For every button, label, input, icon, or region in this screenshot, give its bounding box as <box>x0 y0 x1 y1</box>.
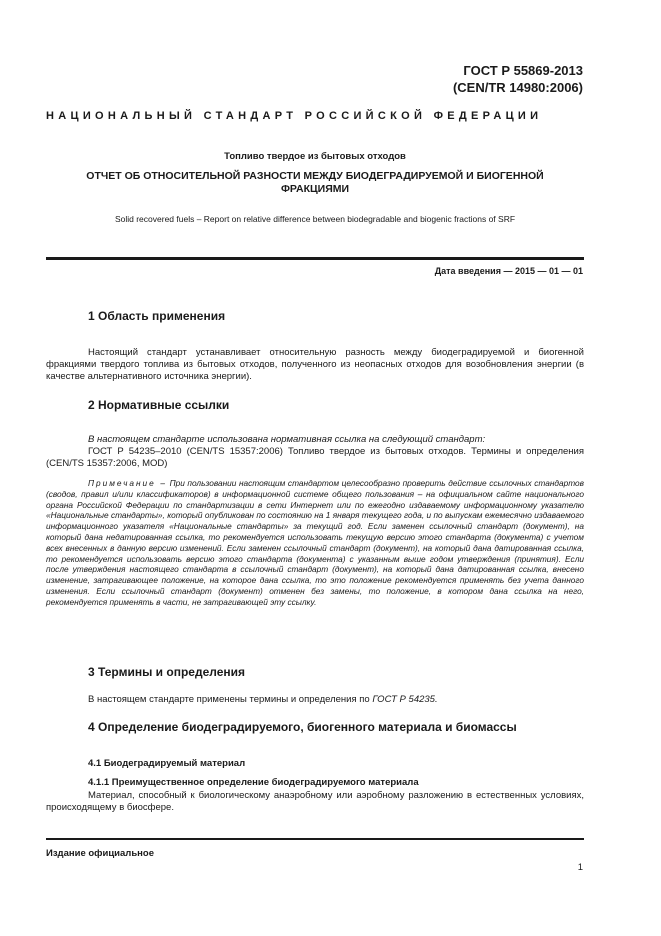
document-title-english: Solid recovered fuels – Report on relative difference between biodegradable and biogenic fractions of SRF <box>114 214 516 224</box>
note-lead: Примечание – <box>88 478 167 488</box>
standard-equivalent: (CEN/TR 14980:2006) <box>452 80 583 95</box>
section-3-text <box>46 694 584 706</box>
note-text: При пользовании настоящим стандартом целесообразно проверить действие ссылочных стандартов (сводов, правил и/или классификаторов) в информационной системе общего пользования – на официальном сайте национального органа Российской Федерации по стандартизации в сети Интернет или по ежегодно издаваемому информационному указателю «Национальные стандарты», который опубликован по состоянию на 1 января текущего года, и по выпускам ежемесячно издаваемого информационного указателя «Национальные стандарты» за текущий год. Если заменен ссылочный стандарт (документ), на который дана недатированная ссылка, то рекомендуется использовать текущую версию этого стандарта (документа) с учетом всех внесенных в данную версию изменений. Если заменен ссылочный стандарт (документ), на который дана датированная ссылка, то рекомендуется использовать версию этого стандарта (документа) с указанным выше годом утверждения (принятия). Если после утверждения настоящего стандарта в ссылочный стандарт (документ), на который дана датированная ссылка, внесено изменение, затрагивающее положение, на которое дана ссылка, то это положение рекомендуется применять без учета данного изменения. Если ссылочный стандарт (документ) отменен без замены, то положение, в котором дана ссылка на него, рекомендуется применять в части, не затрагивающей эту ссылку. <box>46 478 584 607</box>
document-title: ОТЧЕТ ОБ ОТНОСИТЕЛЬНОЙ РАЗНОСТИ МЕЖДУ БИОДЕГРАДИРУЕМОЙ И БИОГЕННОЙ ФРАКЦИЯМИ <box>86 170 544 195</box>
section-4-1-1-heading: 4.1.1 Преимущественное определение биодеградируемого материала <box>88 777 419 788</box>
section-4-1-heading: 4.1 Биодеградируемый материал <box>88 758 246 769</box>
section-2-heading: 2 Нормативные ссылки <box>88 398 230 412</box>
section-1-text: Настоящий стандарт устанавливает относительную разность между биодеградируемой и биогенной фракциями твердого топлива из бытовых отходов, полученного из неопасных отходов для возобновления энергии (в качестве альтернативного источника энергии). <box>46 347 584 382</box>
section-4-heading: 4 Определение биодеградируемого, биогенного материала и биомассы <box>88 720 517 734</box>
national-standard-banner: НАЦИОНАЛЬНЫЙ СТАНДАРТ РОССИЙСКОЙ ФЕДЕРАЦИИ <box>46 110 543 122</box>
document-code <box>453 62 583 96</box>
section-3-reference: ГОСТ Р 54235. <box>372 694 438 705</box>
section-2-note <box>46 478 584 608</box>
standard-number: ГОСТ Р 55869-2013 <box>463 63 583 78</box>
section-1-heading: 1 Область применения <box>88 309 226 323</box>
section-4-1-1-text: Материал, способный к биологическому анаэробному или аэробному разложению в естественных условиях, происходящему в биосфере. <box>46 790 584 813</box>
section-3-heading: 3 Термины и определения <box>88 665 246 679</box>
introduction-date: Дата введения — 2015 — 01 — 01 <box>434 266 583 276</box>
official-edition-label: Издание официальное <box>46 848 154 859</box>
header-divider <box>46 257 584 260</box>
section-2-reference: ГОСТ Р 54235–2010 (CEN/TS 15357:2006) Топливо твердое из бытовых отходов. Термины и определения (CEN/TS 15357:2006, MOD) <box>46 446 584 469</box>
section-3-text-prefix: В настоящем стандарте применены термины и определения по <box>88 694 373 705</box>
document-subject: Топливо твердое из бытовых отходов <box>224 151 406 162</box>
page-number: 1 <box>577 862 583 873</box>
section-2-intro: В настоящем стандарте использована нормативная ссылка на следующий стандарт: <box>88 434 486 445</box>
footer-divider <box>46 838 584 840</box>
